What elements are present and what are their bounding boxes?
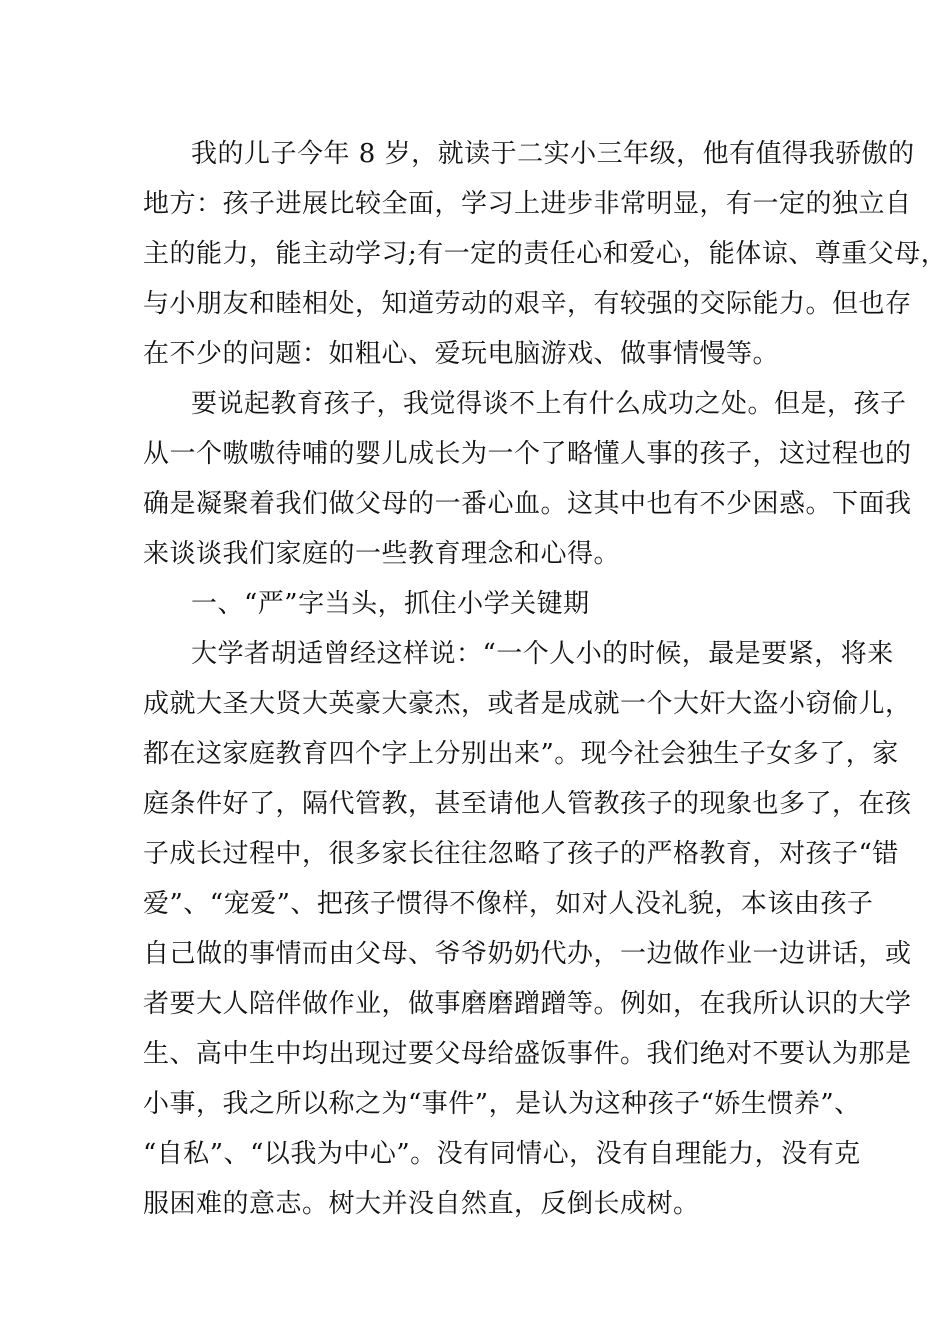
text-line: 都在这家庭教育四个字上分别出来”。现今社会独生子女多了，家 bbox=[143, 739, 899, 769]
text-line: 从一个嗷嗷待哺的婴儿成长为一个了略懂人事的孩子，这过程也的 bbox=[143, 439, 912, 469]
text-line: 要说起教育孩子，我觉得谈不上有什么成功之处。但是，孩子 bbox=[191, 389, 907, 419]
text-line: 生、高中生中均出现过要父母给盛饭事件。我们绝对不要认为那是 bbox=[143, 1039, 912, 1069]
text-line: 子成长过程中，很多家长往往忽略了孩子的严格教育，对孩子“错 bbox=[143, 839, 899, 869]
text-line: “自私”、“以我为中心”。没有同情心，没有自理能力，没有克 bbox=[143, 1139, 861, 1169]
text-line: 庭条件好了，隔代管教，甚至请他人管教孩子的现象也多了，在孩 bbox=[143, 789, 912, 819]
text-line: 自己做的事情而由父母、爷爷奶奶代办，一边做作业一边讲话，或 bbox=[143, 939, 912, 969]
text-line: 主的能力，能主动学习;有一定的责任心和爱心，能体谅、尊重父母， bbox=[143, 239, 948, 269]
text-line: 小事，我之所以称之为“事件”，是认为这种孩子“娇生惯养”、 bbox=[143, 1089, 861, 1119]
text-line: 爱”、“宠爱”、把孩子惯得不像样，如对人没礼貌，本该由孩子 bbox=[143, 889, 874, 919]
text-line: 成就大圣大贤大英豪大豪杰，或者是成就一个大奸大盗小窃偷儿， bbox=[143, 689, 912, 719]
text-line: 我的儿子今年 8 岁，就读于二实小三年级，他有值得我骄傲的 bbox=[191, 139, 915, 169]
text-line: 者要大人陪伴做作业，做事磨磨蹭蹭等。例如，在我所认识的大学 bbox=[143, 989, 912, 1019]
text-line: 服困难的意志。树大并没自然直，反倒长成树。 bbox=[143, 1189, 700, 1219]
document-body bbox=[143, 129, 948, 1229]
text-line: 与小朋友和睦相处，知道劳动的艰辛，有较强的交际能力。但也存 bbox=[143, 289, 912, 319]
text-line: 来谈谈我们家庭的一些教育理念和心得。 bbox=[143, 539, 621, 569]
text-line: 在不少的问题：如粗心、爱玩电脑游戏、做事情慢等。 bbox=[143, 339, 780, 369]
section-heading: 一、“严”字当头，抓住小学关键期 bbox=[191, 589, 590, 619]
text-line: 确是凝聚着我们做父母的一番心血。这其中也有不少困惑。下面我 bbox=[143, 489, 912, 519]
text-line: 大学者胡适曾经这样说：“一个人小的时候，最是要紧，将来 bbox=[191, 639, 894, 669]
text-line: 地方：孩子进展比较全面，学习上进步非常明显，有一定的独立自 bbox=[143, 189, 912, 219]
